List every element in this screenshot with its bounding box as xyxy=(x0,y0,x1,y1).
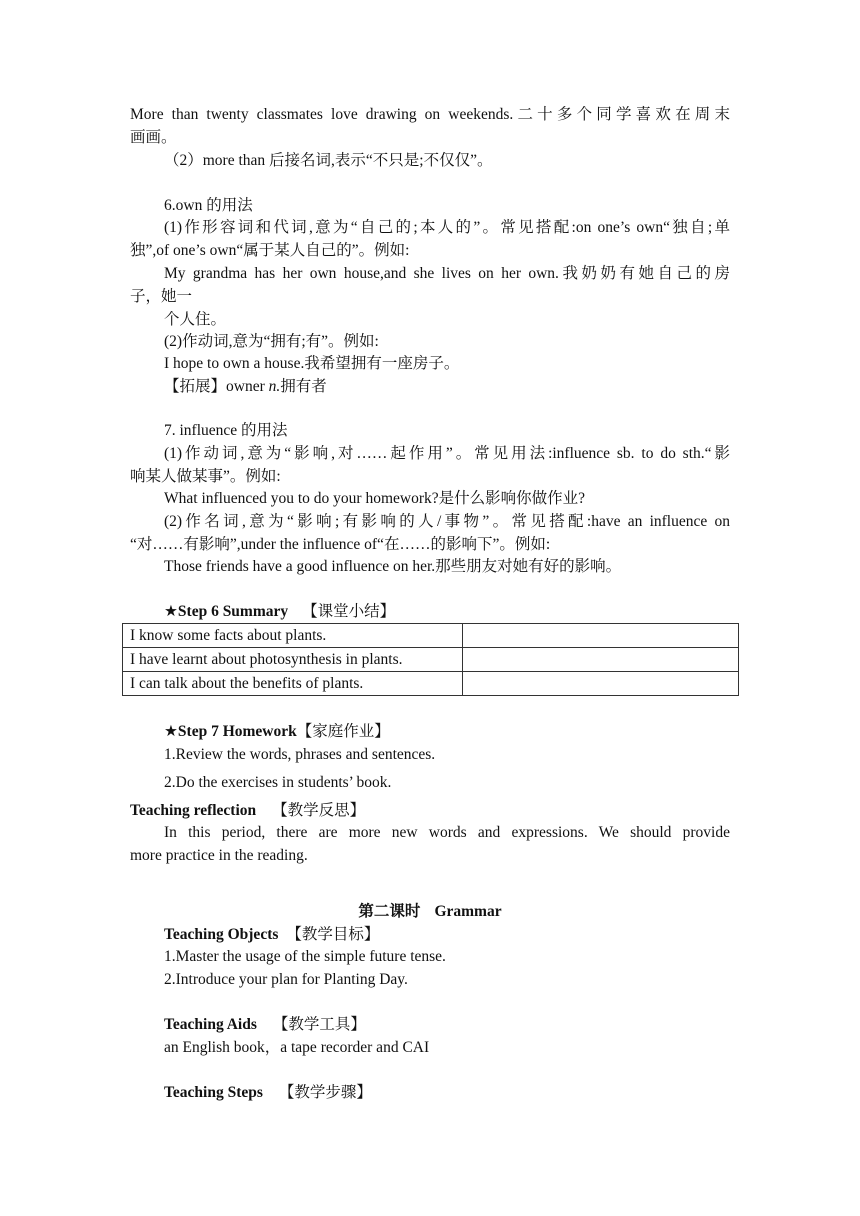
example-sentence: My grandma has her own house,and she lives on her own.我奶奶有她自己的房 xyxy=(164,265,730,282)
paragraph-line: more practice in the reading. xyxy=(130,847,308,864)
example-sentence: What influenced you to do your homework?是什么影响你做作业? xyxy=(164,490,585,507)
objects-cn-label: 【教学目标】 xyxy=(286,926,380,943)
reflection-heading xyxy=(130,800,365,822)
steps-cn-label: 【教学步骤】 xyxy=(278,1084,372,1101)
table-cell-check[interactable] xyxy=(463,648,739,672)
lesson-title-cn: 第二课时 xyxy=(358,903,421,920)
extension-definition: 拥有者 xyxy=(280,378,327,395)
table-cell: I can talk about the benefits of plants. xyxy=(123,672,463,696)
table-row xyxy=(123,624,739,648)
step7-cn-label: 【家庭作业】 xyxy=(296,723,390,740)
extension-note xyxy=(164,376,327,398)
paragraph-line: (1)作形容词和代词,意为“自己的;本人的”。常见搭配:on one’s own“独自;单 xyxy=(164,219,730,236)
table-cell-check[interactable] xyxy=(463,624,739,648)
objective-item: 2.Introduce your plan for Planting Day. xyxy=(164,971,408,988)
paragraph-line: 子，她一 xyxy=(130,288,193,305)
paragraph-line: 响某人做某事”。例如: xyxy=(130,468,281,485)
section-heading-own: 6.own 的用法 xyxy=(164,197,253,214)
paragraph-line: 画画。 xyxy=(130,129,177,146)
extension-tag: 【拓展】owner xyxy=(164,378,269,395)
step7-label: Step 7 Homework xyxy=(177,723,297,740)
star-icon: ★ xyxy=(164,603,178,620)
lesson-title xyxy=(0,901,860,923)
lesson-title-en: Grammar xyxy=(434,903,502,920)
paragraph-line: “对……有影响”,under the influence of“在……的影响下”。例如: xyxy=(130,536,551,553)
table-cell-check[interactable] xyxy=(463,672,739,696)
reflection-cn-label: 【教学反思】 xyxy=(272,802,366,819)
step7-heading xyxy=(164,721,390,743)
homework-item: 2.Do the exercises in students’ book. xyxy=(164,774,392,791)
summary-table xyxy=(122,623,739,696)
aids-text: an English book，a tape recorder and CAI xyxy=(164,1039,430,1056)
objects-label: Teaching Objects xyxy=(164,926,279,943)
homework-item: 1.Review the words, phrases and sentences. xyxy=(164,746,436,763)
aids-label: Teaching Aids xyxy=(164,1016,257,1033)
objective-item: 1.Master the usage of the simple future tense. xyxy=(164,948,446,965)
step6-label: Step 6 Summary xyxy=(177,603,289,620)
table-row xyxy=(123,648,739,672)
aids-cn-label: 【教学工具】 xyxy=(272,1016,366,1033)
paragraph-line: 个人住。 xyxy=(164,311,227,328)
section-heading-influence: 7. influence 的用法 xyxy=(164,422,288,439)
part-of-speech: n. xyxy=(268,378,281,395)
paragraph-line: In this period, there are more new words and expressions. We should provide xyxy=(164,824,730,841)
star-icon: ★ xyxy=(164,723,178,740)
step6-cn-label: 【课堂小结】 xyxy=(302,603,396,620)
paragraph-line: (2)作动词,意为“拥有;有”。例如: xyxy=(164,333,379,350)
aids-heading xyxy=(164,1014,366,1036)
table-row xyxy=(123,672,739,696)
reflection-label: Teaching reflection xyxy=(130,802,257,819)
steps-label: Teaching Steps xyxy=(164,1084,263,1101)
table-cell: I know some facts about plants. xyxy=(123,624,463,648)
steps-heading xyxy=(164,1082,372,1104)
paragraph-line: More than twenty classmates love drawing on weekends.二十多个同学喜欢在周末 xyxy=(130,106,730,123)
paragraph-line: （2）more than 后接名词,表示“不只是;不仅仅”。 xyxy=(164,152,493,169)
paragraph-line: 独”,of one’s own“属于某人自己的”。例如: xyxy=(130,242,410,259)
paragraph-line: (2)作名词,意为“影响;有影响的人/事物”。常见搭配:have an influence on xyxy=(164,513,730,530)
paragraph-line: (1)作动词,意为“影响,对……起作用”。常见用法:influence sb. to do sth.“影 xyxy=(164,445,730,462)
table-cell: I have learnt about photosynthesis in plants. xyxy=(123,648,463,672)
objects-heading xyxy=(164,924,379,946)
example-sentence: Those friends have a good influence on her.那些朋友对她有好的影响。 xyxy=(164,558,622,575)
step6-heading xyxy=(164,601,395,623)
example-sentence: I hope to own a house.我希望拥有一座房子。 xyxy=(164,355,460,372)
